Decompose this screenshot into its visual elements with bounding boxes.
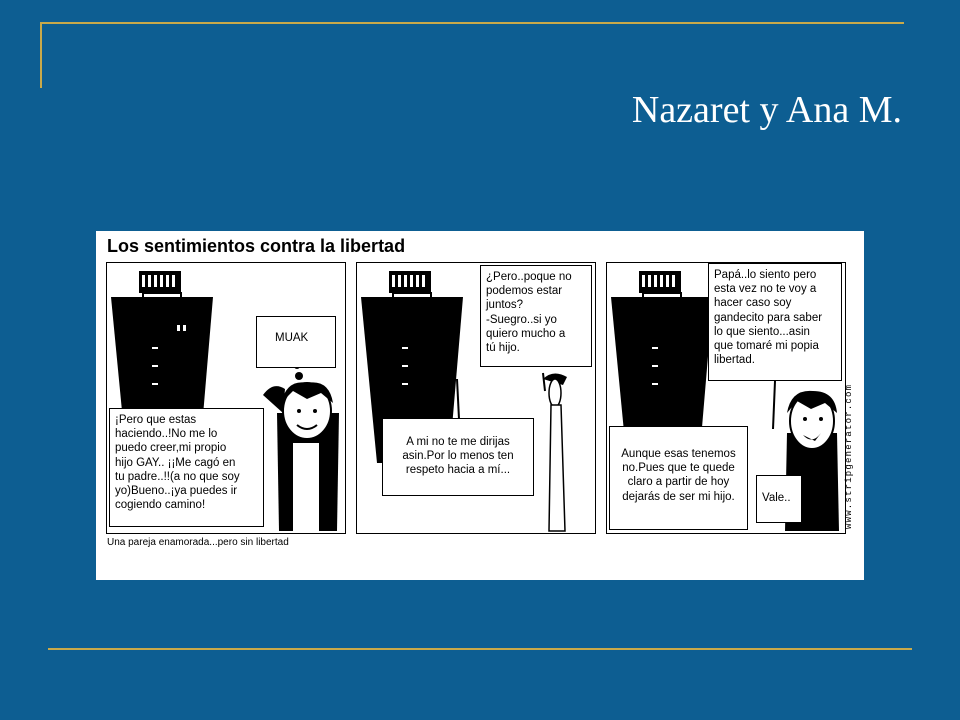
bottom-decor-line: [48, 648, 912, 650]
speech-bubble-father-1: ¡Pero que estas haciendo..!No me lo puedo creer,mi propio hijo GAY.. ¡¡Me cagó en tu padre..!!(a no que soy yo)Bueno..¡ya puedes ir cogiendo camino!: [109, 408, 264, 527]
comic-caption: Una pareja enamorada...pero sin libertad: [107, 537, 289, 548]
top-decor-line: [40, 22, 904, 24]
speech-bubble-son: Papá..lo siento pero esta vez no te voy a hacer caso soy gandecito para saber lo que siento...asin que tomaré mi popia libertad.: [708, 263, 842, 381]
partner-figure: [543, 373, 567, 531]
speech-bubble-father-3: Aunque esas tenemos no.Pues que te quede claro a partir de hoy dejarás de ser mi hijo.: [609, 426, 748, 530]
speech-bubble-vale: Vale..: [756, 475, 802, 523]
comic-strip: [96, 231, 864, 580]
speech-bubble-father-2: A mi no te me dirijas asin.Por lo menos ten respeto hacia a mí...: [382, 418, 534, 496]
left-decor-line: [40, 22, 42, 88]
comic-title: Los sentimientos contra la libertad: [107, 236, 406, 256]
speech-tail: [457, 379, 459, 419]
speech-bubble-partner: ¿Pero..poque no podemos estar juntos? -Suegro..si yo quiero mucho a tú hijo.: [480, 265, 592, 367]
son-figure: [263, 363, 339, 531]
comic-panel-2: [356, 262, 596, 534]
slide-title: Nazaret y Ana M.: [631, 89, 902, 131]
speech-tail: [773, 381, 775, 429]
comic-panel-1: [106, 262, 346, 534]
speech-bubble-muak: MUAK: [256, 316, 336, 368]
stripgenerator-watermark: www.stripgenerator.com: [844, 383, 854, 529]
comic-panel-3: [606, 262, 846, 534]
